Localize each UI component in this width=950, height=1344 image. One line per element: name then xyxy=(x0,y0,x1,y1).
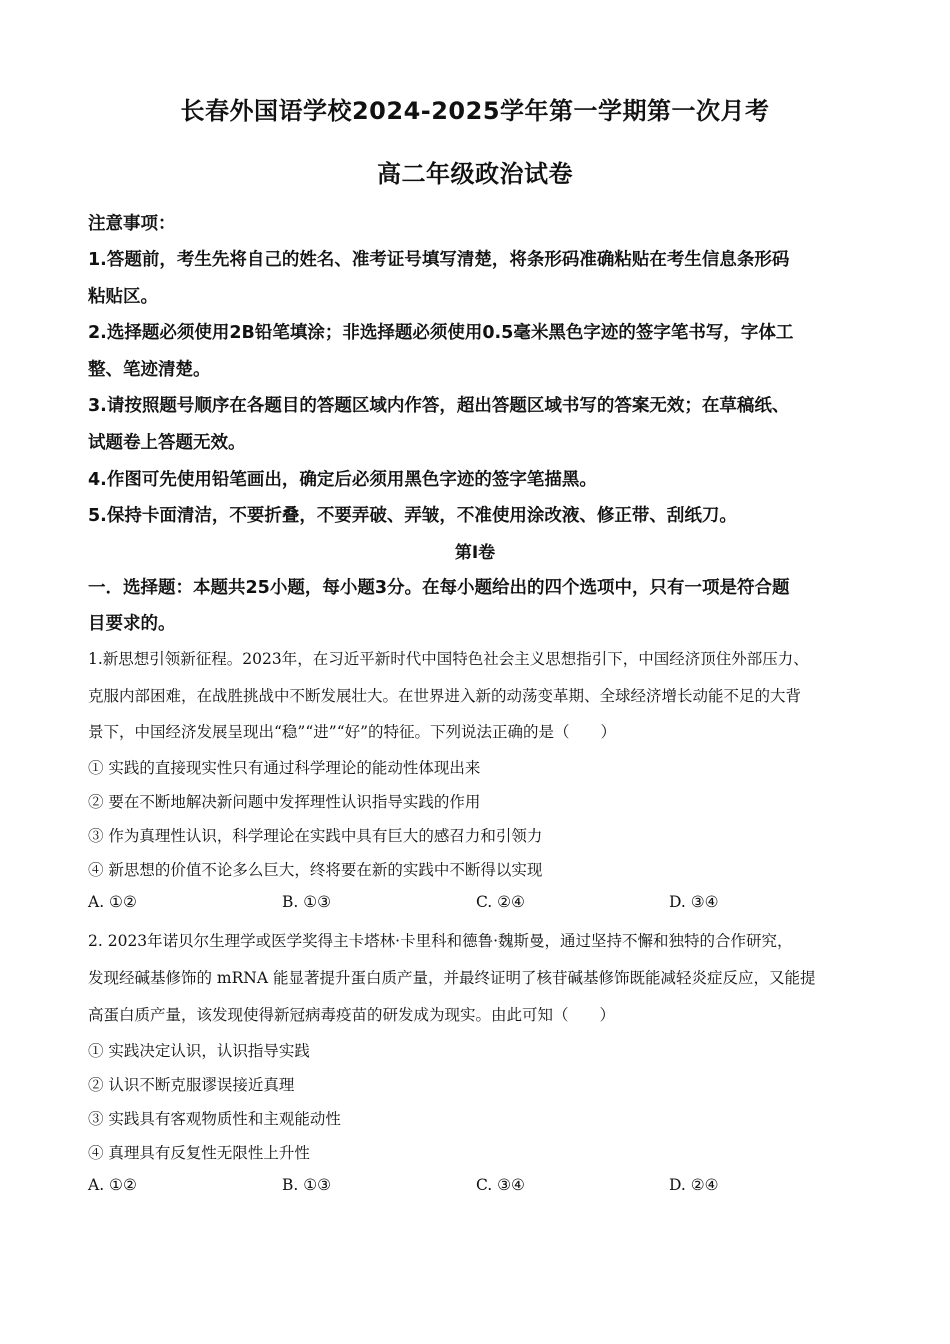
option-b: B. ①③ xyxy=(282,1176,332,1194)
option-a: A. ①② xyxy=(88,1176,137,1194)
exam-subtitle: 高二年级政治试卷 xyxy=(377,160,573,188)
notice-line: 2.选择题必须使用2B铅笔填涂；非选择题必须使用0.5毫米黑色字迹的签字笔书写，字体工 xyxy=(88,323,794,343)
notice-line: 3.请按照题号顺序在各题目的答题区域内作答，超出答题区域书写的答案无效；在草稿纸、 xyxy=(88,396,790,416)
question-statement: ① 实践的直接现实性只有通过科学理论的能动性体现出来 xyxy=(88,759,481,777)
question-statement: ② 认识不断克服谬误接近真理 xyxy=(88,1076,295,1094)
section-label: 第Ⅰ卷 xyxy=(454,543,496,563)
option-c: C. ③④ xyxy=(476,1176,525,1194)
notice-line: 整、笔迹清楚。 xyxy=(88,360,211,380)
option-c: C. ②④ xyxy=(476,893,525,911)
section-instruction: 目要求的。 xyxy=(88,614,176,634)
notice-line: 试题卷上答题无效。 xyxy=(88,433,246,453)
option-d: D. ②④ xyxy=(669,1176,719,1194)
question-statement: ④ 真理具有反复性无限性上升性 xyxy=(88,1144,310,1162)
question-statement: ③ 实践具有客观物质性和主观能动性 xyxy=(88,1110,341,1128)
exam-title: 长春外国语学校2024-2025学年第一学期第一次月考 xyxy=(180,97,770,125)
section-instruction: 一．选择题：本题共25小题，每小题3分。在每小题给出的四个选项中，只有一项是符合题 xyxy=(88,578,790,598)
question-stem: 2. 2023年诺贝尔生理学或医学奖得主卡塔林·卡里科和德鲁·魏斯曼，通过坚持不懈和独特的合作研究， xyxy=(88,932,793,950)
option-a: A. ①② xyxy=(88,893,137,911)
question-stem: 1.新思想引领新征程。2023年，在习近平新时代中国特色社会主义思想指引下，中国经济顶住外部压力、 xyxy=(88,650,809,668)
option-d: D. ③④ xyxy=(669,893,719,911)
notice-line: 5.保持卡面清洁，不要折叠，不要弄破、弄皱，不准使用涂改液、修正带、刮纸刀。 xyxy=(88,506,737,526)
notice-line: 粘贴区。 xyxy=(88,287,158,307)
notice-heading: 注意事项： xyxy=(88,214,176,234)
question-stem: 景下，中国经济发展呈现出“稳”“进”“好”的特征。下列说法正确的是（ ） xyxy=(88,723,617,741)
question-statement: ③ 作为真理性认识，科学理论在实践中具有巨大的感召力和引领力 xyxy=(88,827,543,845)
question-statement: ④ 新思想的价值不论多么巨大，终将要在新的实践中不断得以实现 xyxy=(88,861,543,879)
notice-line: 4.作图可先使用铅笔画出，确定后必须用黑色字迹的签字笔描黑。 xyxy=(88,470,597,490)
question-stem: 发现经碱基修饰的 mRNA 能显著提升蛋白质产量，并最终证明了核苷碱基修饰既能减轻炎症反应，又能提 xyxy=(88,969,816,987)
notice-line: 1.答题前，考生先将自己的姓名、准考证号填写清楚，将条形码准确粘贴在考生信息条形码 xyxy=(88,250,790,270)
question-statement: ① 实践决定认识，认识指导实践 xyxy=(88,1042,310,1060)
option-b: B. ①③ xyxy=(282,893,332,911)
question-stem: 高蛋白质产量，该发现使得新冠病毒疫苗的研发成为现实。由此可知（ ） xyxy=(88,1006,616,1024)
question-stem: 克服内部困难，在战胜挑战中不断发展壮大。在世界进入新的动荡变革期、全球经济增长动能不足的大背 xyxy=(88,687,802,705)
question-statement: ② 要在不断地解决新问题中发挥理性认识指导实践的作用 xyxy=(88,793,481,811)
